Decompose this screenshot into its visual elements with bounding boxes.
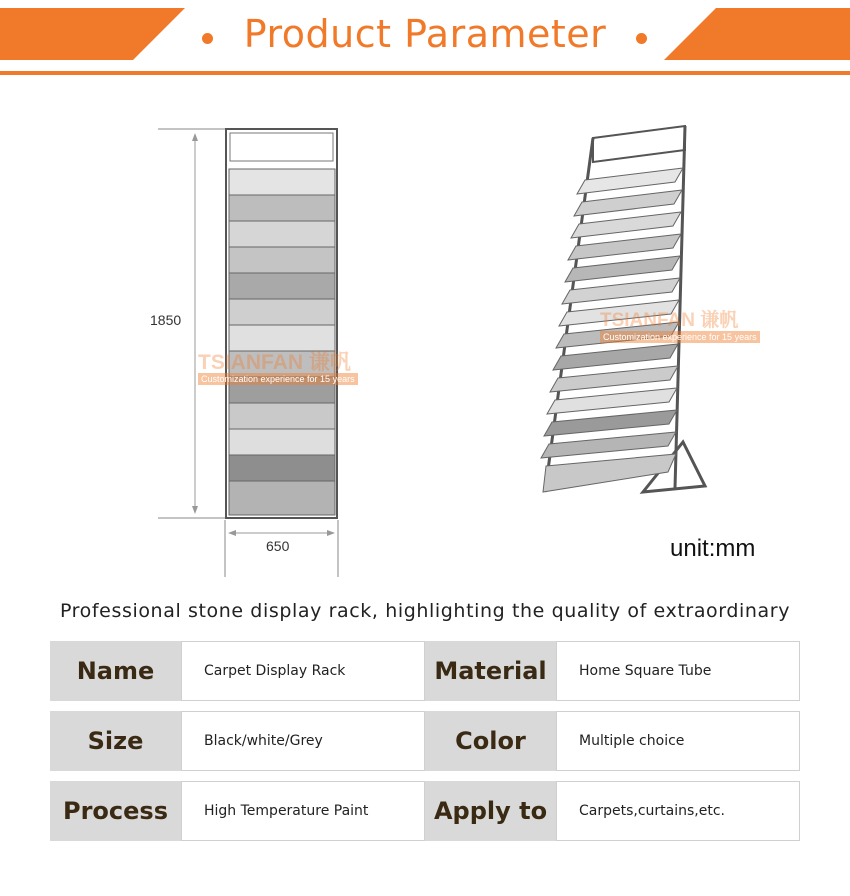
page-title: Product Parameter	[243, 12, 607, 56]
front-watermark-brand: TSIANFAN 谦帆	[198, 351, 351, 374]
param-label: Name	[50, 641, 181, 701]
param-value: Home Square Tube	[556, 641, 800, 701]
unit-label: unit:mm	[670, 535, 756, 562]
param-value: High Temperature Paint	[181, 781, 425, 841]
bullet-dot-right	[636, 33, 647, 44]
param-label: Process	[50, 781, 181, 841]
param-value: Carpet Display Rack	[181, 641, 425, 701]
parameter-row	[50, 641, 800, 701]
front-watermark-tagline: Customization experience for 15 years	[198, 373, 358, 385]
param-value: Black/white/Grey	[181, 711, 425, 771]
param-value: Carpets,curtains,etc.	[556, 781, 800, 841]
param-label: Size	[50, 711, 181, 771]
perspective-watermark-tagline: Customization experience for 15 years	[600, 331, 760, 343]
param-label: Material	[425, 641, 556, 701]
param-label: Color	[425, 711, 556, 771]
width-dimension-label: 650	[266, 538, 290, 554]
tagline: Professional stone display rack, highlighting the quality of extraordinary	[59, 600, 791, 622]
perspective-watermark-brand: TSIANFAN 谦帆	[600, 310, 739, 331]
height-dimension-label: 1850	[150, 312, 182, 328]
parameter-row	[50, 781, 800, 841]
header-banner	[0, 0, 850, 78]
param-label: Apply to	[425, 781, 556, 841]
param-value: Multiple choice	[556, 711, 800, 771]
parameter-row	[50, 711, 800, 771]
